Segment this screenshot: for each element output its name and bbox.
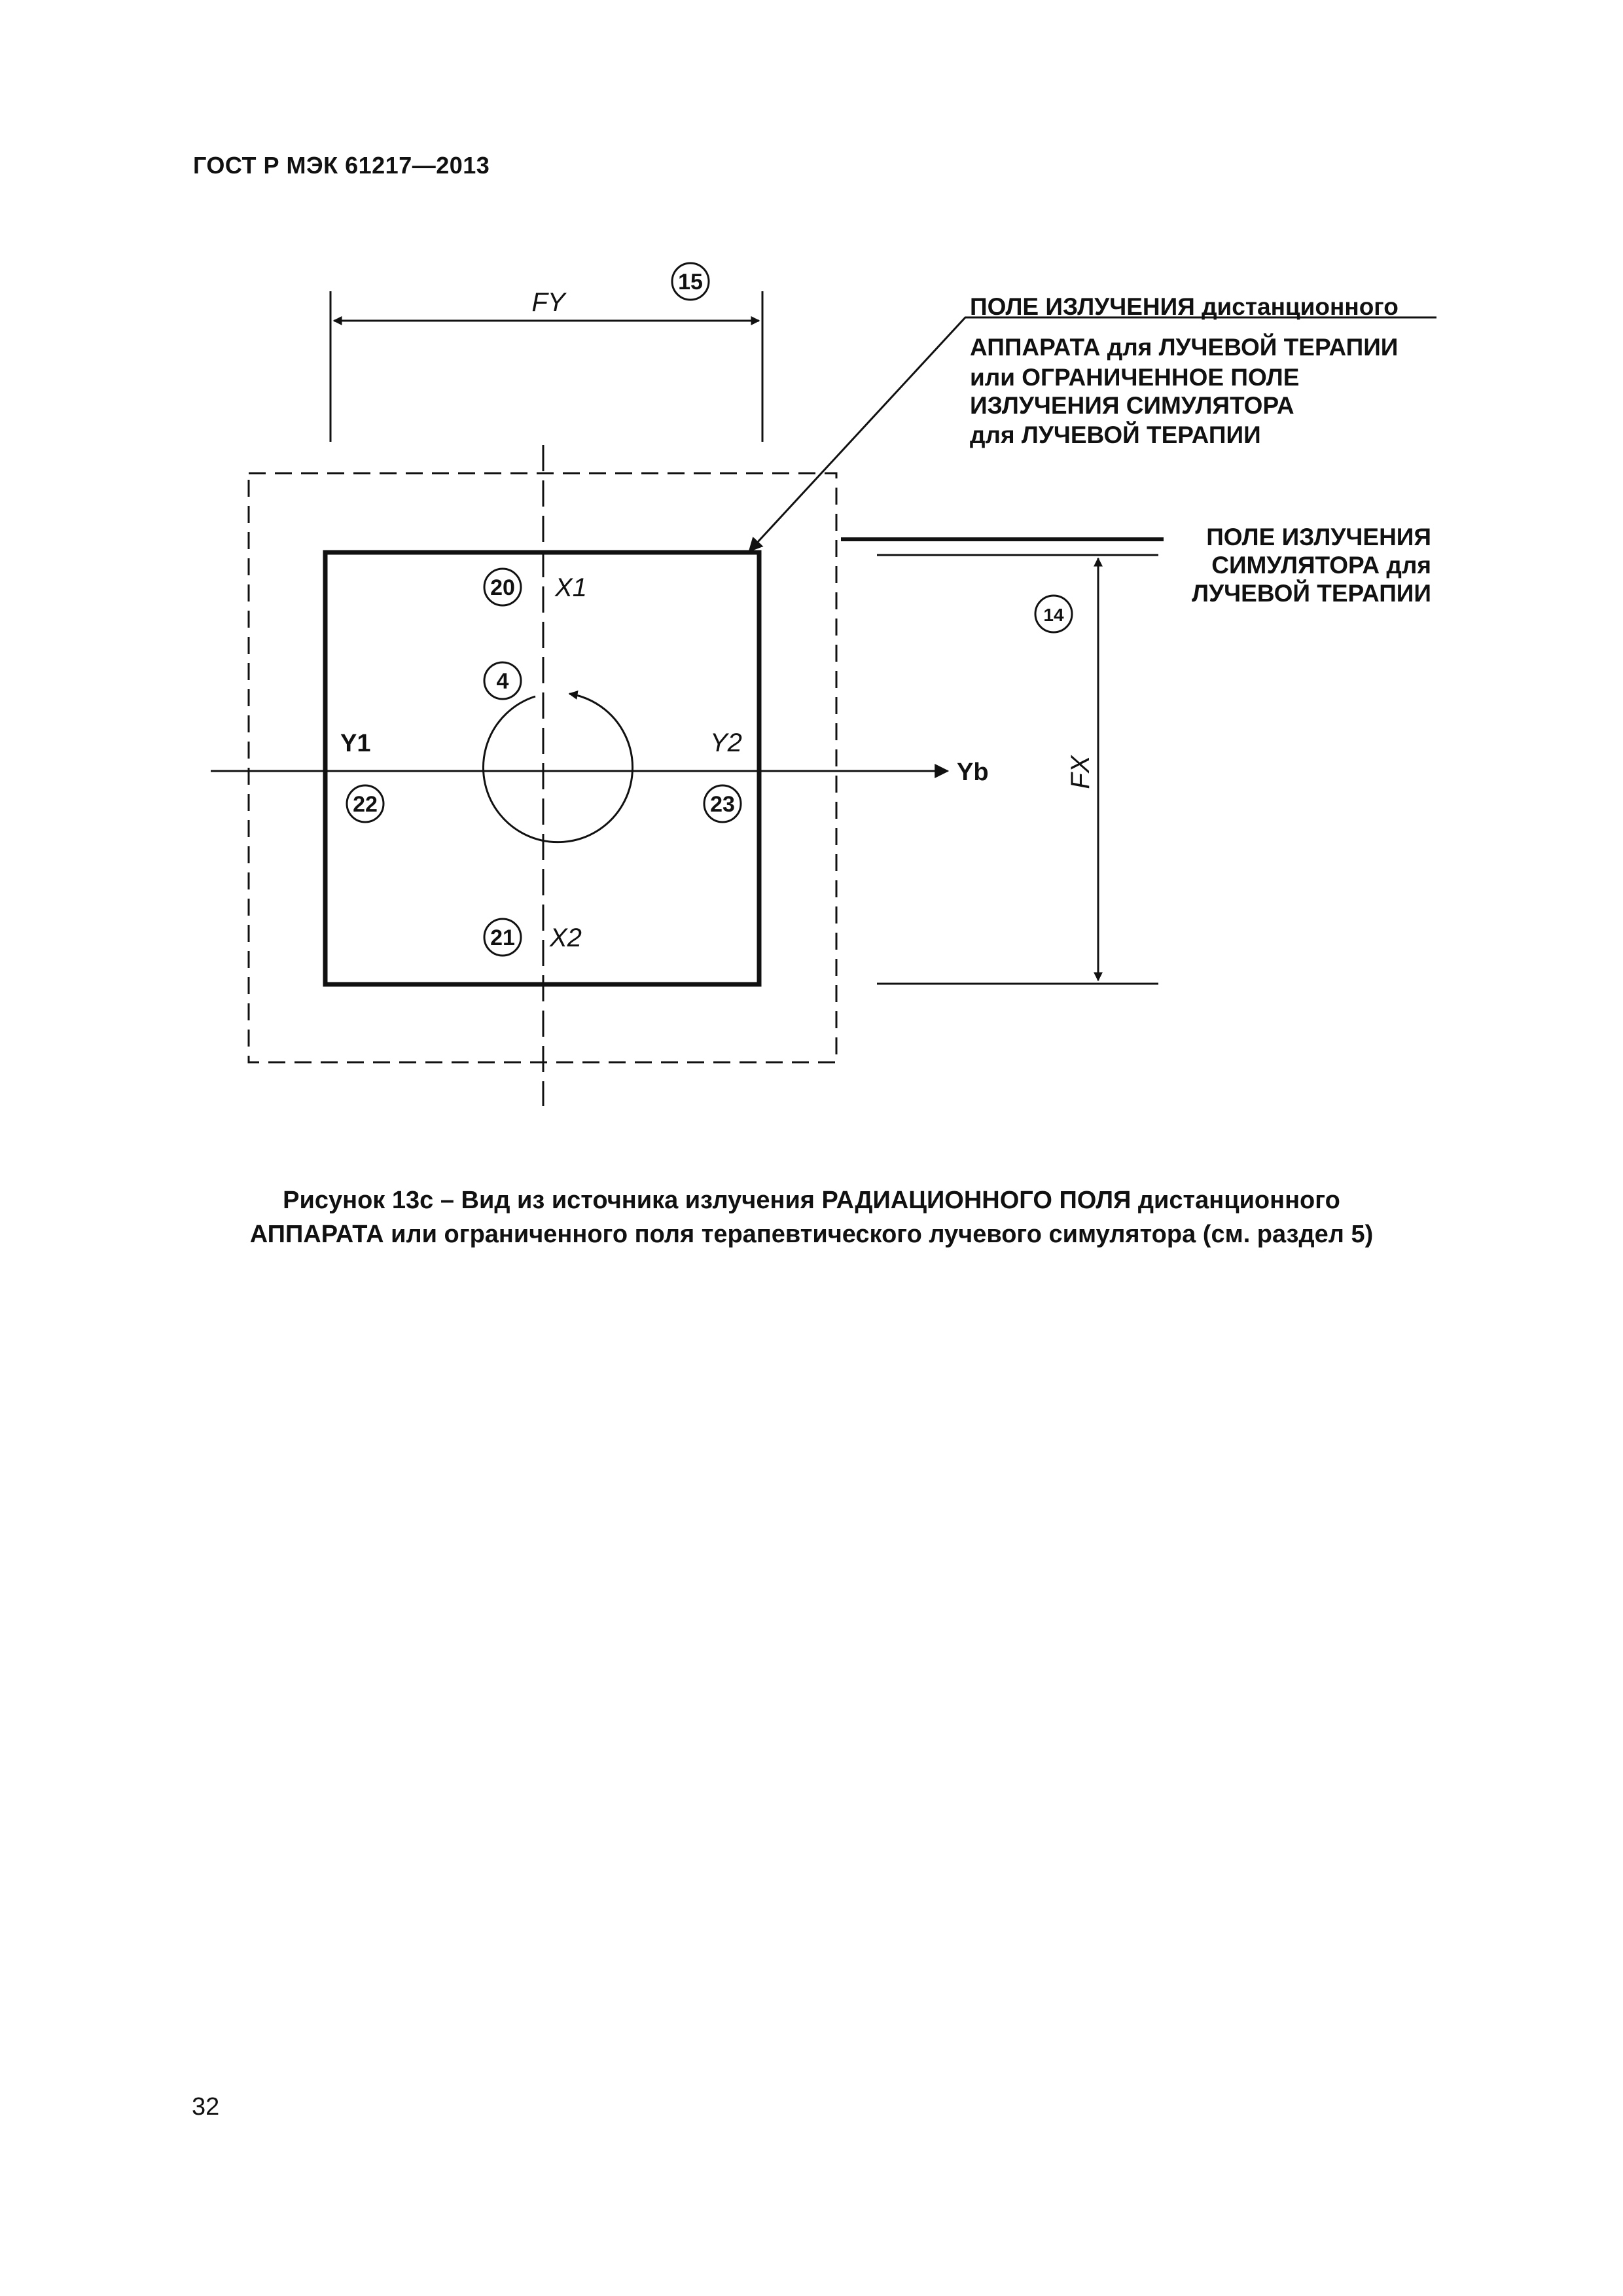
caption-line-2: АППАРАТА или ограниченного поля терапевтического лучевого симулятора (см. раздел 5) <box>249 1221 1374 1248</box>
svg-text:или ОГРАНИЧЕННОЕ ПОЛЕ: или ОГРАНИЧЕННОЕ ПОЛЕ <box>970 364 1300 391</box>
svg-text:для ЛУЧЕВОЙ ТЕРАПИИ: для ЛУЧЕВОЙ ТЕРАПИИ <box>970 422 1261 448</box>
item-number-15 <box>672 263 709 300</box>
upper-callout-text <box>970 293 1399 448</box>
svg-text:22: 22 <box>353 792 378 817</box>
jaw-x1-label: X1 <box>555 573 587 602</box>
jaw-y2-label: Y2 <box>710 728 742 757</box>
svg-text:ПОЛЕ ИЗЛУЧЕНИЯ дистанционного: ПОЛЕ ИЗЛУЧЕНИЯ дистанционного <box>970 293 1399 320</box>
rotation-arrow <box>484 694 633 842</box>
caption-line-1: Рисунок 13с – Вид из источника излучения РАДИАЦИОННОГО ПОЛЯ дистанционного <box>283 1187 1340 1214</box>
svg-text:ПОЛЕ ИЗЛУЧЕНИЯ: ПОЛЕ ИЗЛУЧЕНИЯ <box>1206 524 1431 550</box>
svg-text:23: 23 <box>710 792 735 817</box>
item-number-21 <box>484 919 521 956</box>
fy-label: FY <box>531 288 565 317</box>
yb-axis-label: Yb <box>957 759 989 786</box>
document-header: ГОСТ Р МЭК 61217—2013 <box>193 152 490 179</box>
item-number-22 <box>347 785 383 822</box>
svg-text:4: 4 <box>496 669 509 694</box>
svg-text:21: 21 <box>490 925 515 950</box>
jaw-x2-label: X2 <box>550 924 582 952</box>
svg-text:14: 14 <box>1043 605 1064 625</box>
figure-caption <box>157 1183 1466 1251</box>
item-number-20 <box>484 569 521 605</box>
fy-dimension <box>330 288 762 442</box>
jaw-y1-label: Y1 <box>340 730 371 757</box>
item-number-23 <box>704 785 741 822</box>
svg-text:АППАРАТА для ЛУЧЕВОЙ ТЕРАПИИ: АППАРАТА для ЛУЧЕВОЙ ТЕРАПИИ <box>970 334 1399 361</box>
svg-text:20: 20 <box>490 575 515 600</box>
svg-text:ЛУЧЕВОЙ ТЕРАПИИ: ЛУЧЕВОЙ ТЕРАПИИ <box>1192 580 1431 607</box>
right-callout-text <box>1192 524 1431 607</box>
item-number-4 <box>484 662 521 699</box>
fx-dimension <box>877 555 1158 984</box>
svg-text:15: 15 <box>678 270 703 295</box>
page-number: 32 <box>192 2093 220 2121</box>
fx-label: FX <box>1066 755 1095 789</box>
svg-text:СИМУЛЯТОРА для: СИМУЛЯТОРА для <box>1211 552 1431 579</box>
svg-text:ИЗЛУЧЕНИЯ СИМУЛЯТОРА: ИЗЛУЧЕНИЯ СИМУЛЯТОРА <box>970 392 1294 419</box>
item-number-14 <box>1035 596 1072 632</box>
